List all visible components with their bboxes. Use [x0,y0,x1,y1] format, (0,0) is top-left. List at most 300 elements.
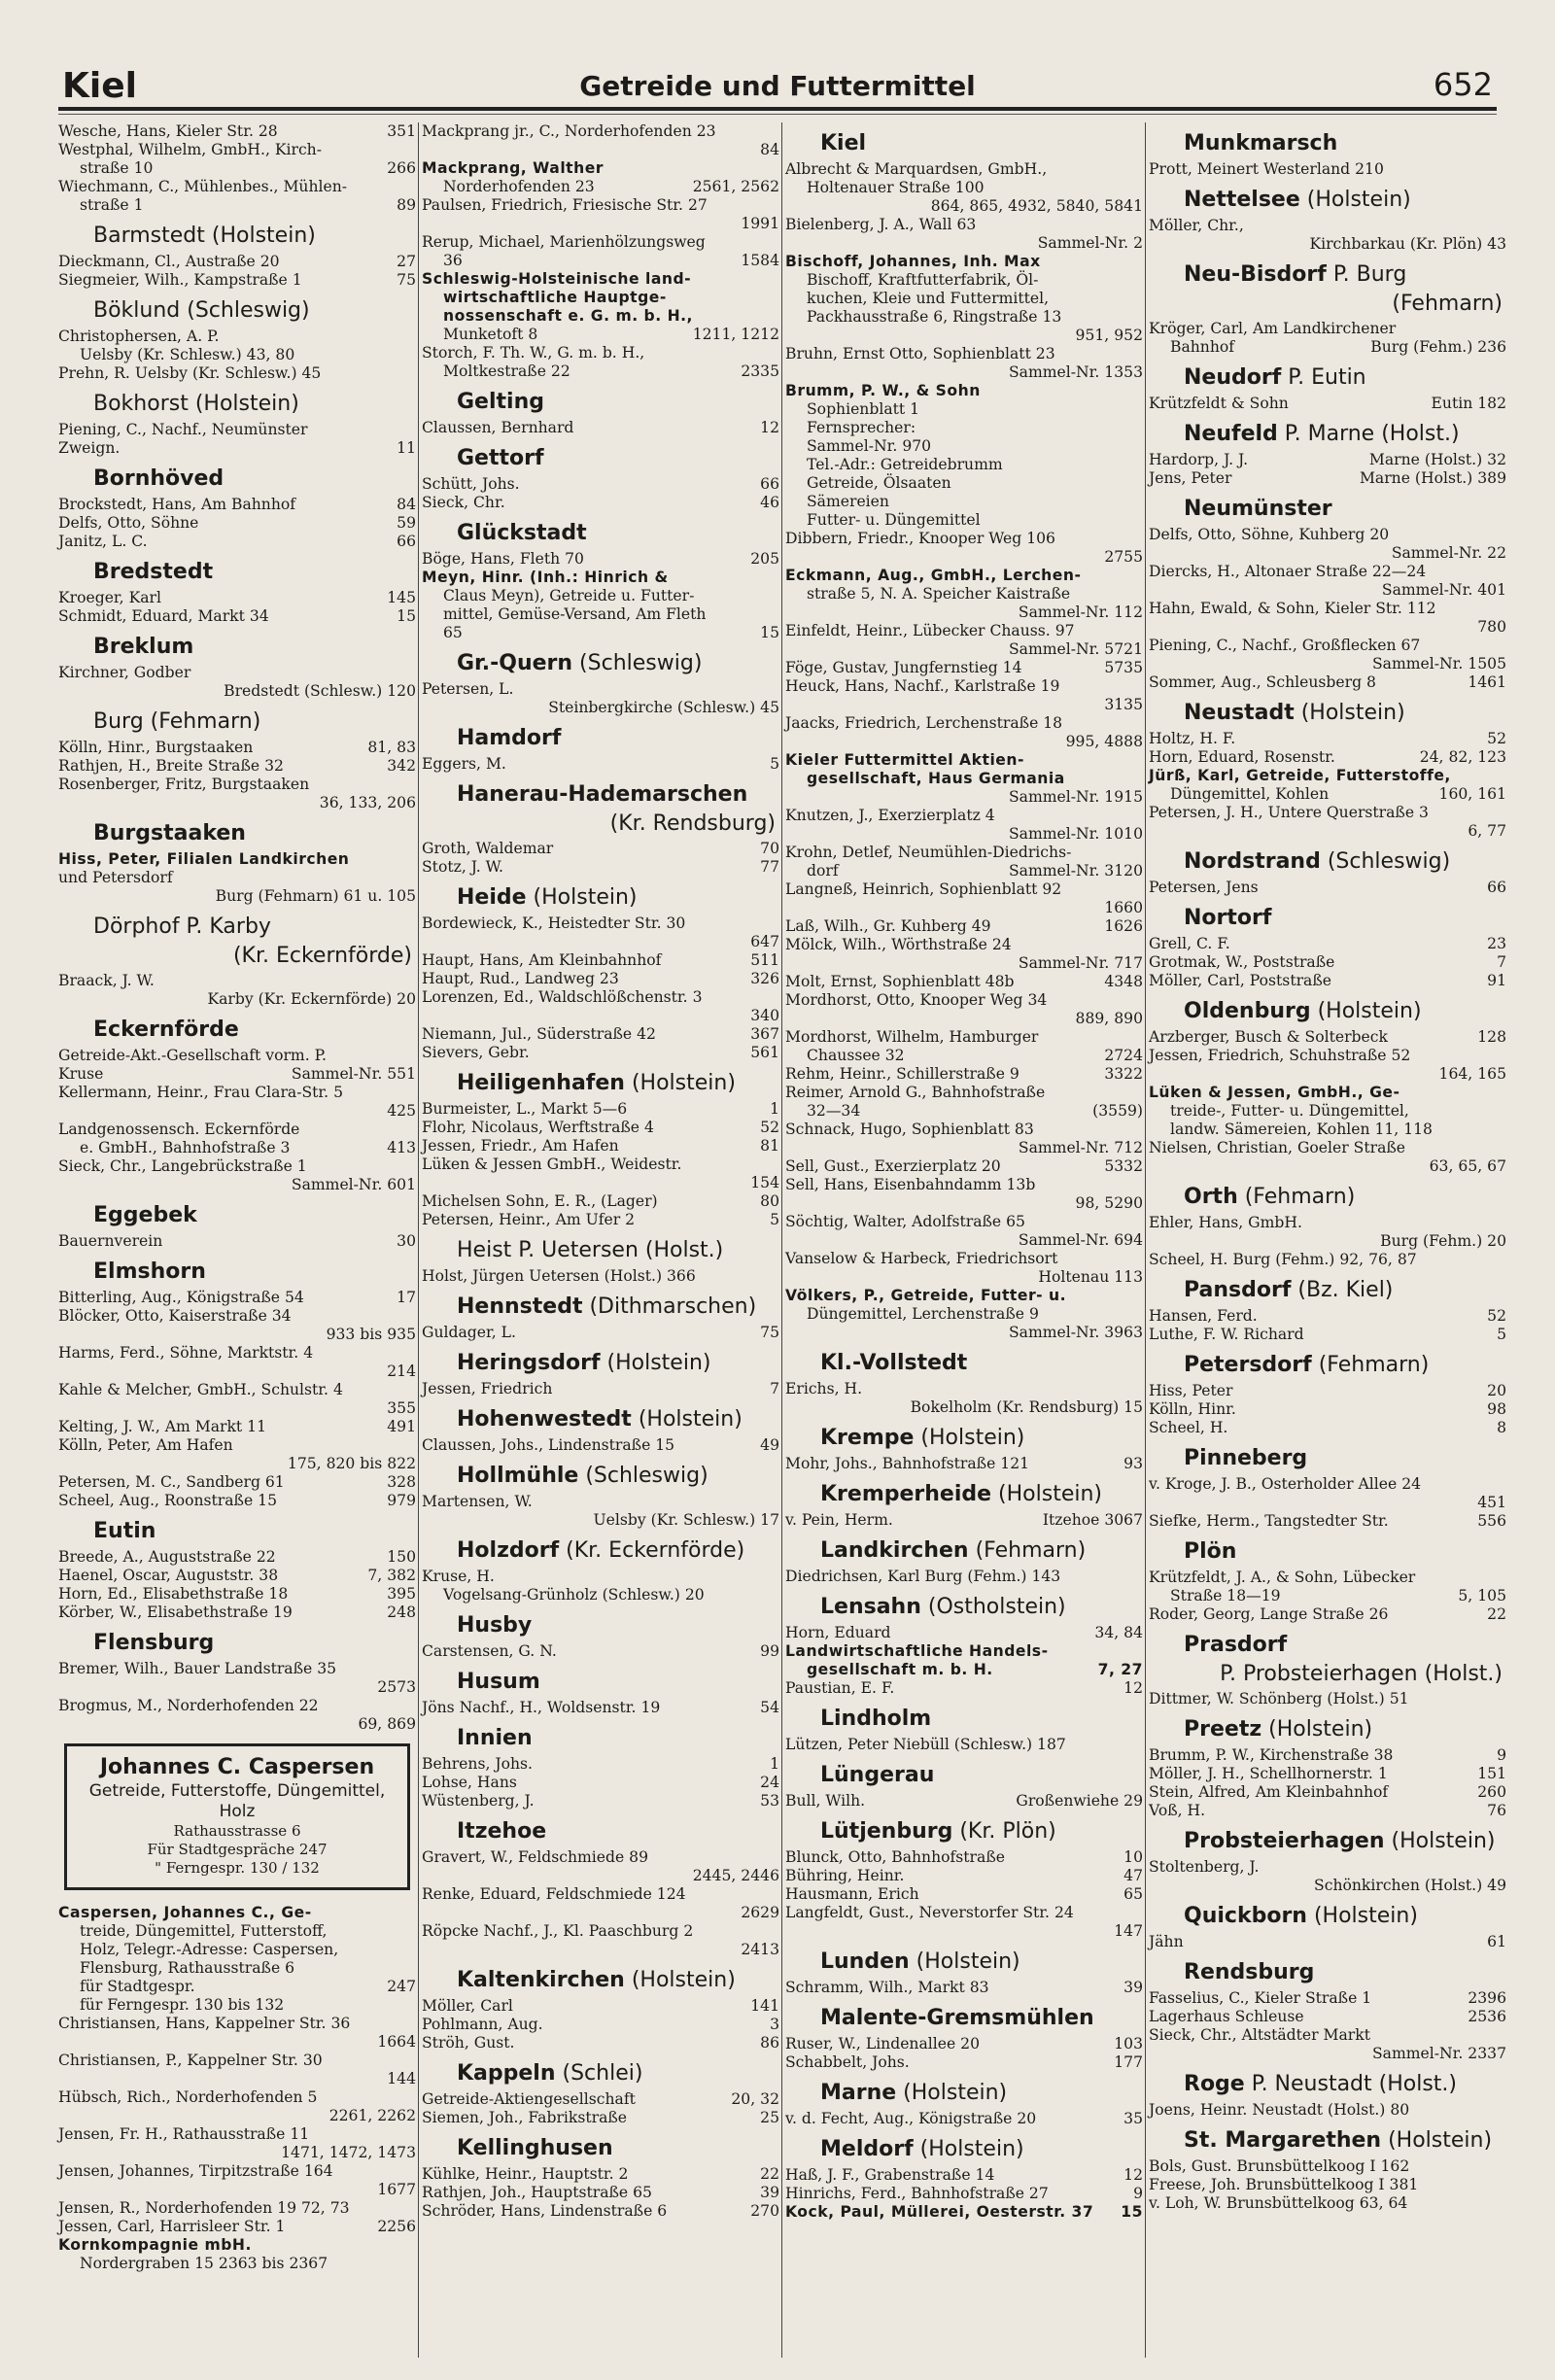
entry-text: Brogmus, M., Norderhofenden 22 [58,1697,319,1714]
entry-text: Krützfeldt & Sohn [1149,395,1289,412]
place-name: Nettelsee [1184,188,1300,212]
company-entry [1149,2157,1506,2176]
entry-text: Bull, Wilh. [785,1792,866,1810]
entry-text: Sammel-Nr. 5721 [1008,640,1143,658]
company-entry [422,2016,779,2034]
entry-text: Rerup, Michael, Marienhölzungsweg [422,233,706,251]
entry-text: Jaacks, Friedrich, Lerchenstraße 18 [785,714,1063,732]
place-region: (Holstein) [631,1407,743,1431]
company-entry [58,271,416,290]
company-entry [785,1121,1143,1139]
company-entry [1149,1858,1506,1877]
company-entry [422,233,779,252]
company-entry [58,141,416,159]
phone-number: 2536 [1468,2008,1506,2025]
company-entry [422,419,779,437]
place-heading [422,1237,779,1264]
place-name: St. Margarethen [1184,2128,1382,2153]
place-region: (Ostholstein) [920,1595,1066,1619]
phone-number: 7 [770,1380,779,1397]
entry-text: gesellschaft m. b. H. [807,1661,993,1678]
company-entry-bold [1149,1084,1506,1102]
company-entry [785,511,1143,530]
entry-text: Flensburg, Rathausstraße 6 [80,1959,295,1977]
company-entry [58,2125,416,2144]
company-entry [58,496,416,514]
company-entry [785,677,1143,696]
phone-number: 511 [750,951,779,969]
phone-number: 25 [760,2109,779,2126]
ad-products: Getreide, Futterstoffe, Düngemittel, Holz [88,1781,386,1821]
place-name: Husum [457,1670,540,1694]
company-entry [1149,785,1506,804]
company-entry [1149,1028,1506,1047]
company-entry [422,1267,779,1286]
company-entry [785,1213,1143,1231]
entry-text: Chaussee 32 [807,1047,905,1064]
company-entry [58,439,416,458]
company-entry [58,1455,416,1473]
company-entry [1149,160,1506,179]
place-name: Heist [457,1238,512,1262]
listing-columns [58,122,1506,2367]
place-heading [422,1537,779,1565]
phone-number: 491 [387,1418,416,1435]
entry-text: Völkers, P., Getreide, Futter- u. [785,1287,1067,1304]
phone-number: 86 [760,2034,779,2052]
entry-text: Dittmer, W. Schönberg (Holst.) 51 [1149,1690,1409,1707]
company-entry [1149,1251,1506,1269]
entry-text: Diercks, H., Altonaer Straße 22—24 [1149,563,1427,580]
company-entry [1149,235,1506,254]
entry-text: Düngemittel, Lerchenstraße 9 [807,1305,1039,1323]
entry-text: wirtschaftliche Hauptge- [443,289,667,306]
entry-text: Jessen, Carl, Harrisleer Str. 1 [58,2218,286,2235]
company-entry [422,475,779,494]
place-heading [422,445,779,472]
entry-text: 69, 869 [358,1715,416,1733]
company-entry [58,1102,416,1121]
company-entry [1149,1065,1506,1084]
entry-text: Westphal, Wilhelm, GmbH., Kirch- [58,141,322,158]
place-name: Kaltenkirchen [457,1968,625,1992]
company-entry [422,1568,779,1586]
place-heading [58,1518,416,1545]
phone-number: 35 [1123,2110,1143,2127]
entry-text: Piening, C., Nachf., Neumünster [58,421,308,438]
place-heading [1149,1828,1506,1855]
place-name: Neu-Bisdorf [1184,262,1327,287]
company-entry-bold [422,307,779,326]
entry-text: Wüstenberg, J. [422,1792,535,1810]
place-heading [58,708,416,736]
company-entry [422,1493,779,1511]
company-entry [1149,1989,1506,2008]
entry-text: Kirchbarkau (Kr. Plön) 43 [1309,235,1506,253]
entry-text: Rehm, Heinr., Schillerstraße 9 [785,1065,1019,1083]
phone-number: 61 [1487,1933,1506,1950]
company-entry [422,494,779,512]
phone-number: 413 [387,1139,416,1156]
company-entry [422,1025,779,1044]
entry-text: Söchtig, Walter, Adolfstraße 65 [785,1213,1025,1230]
ad-contact-line: " Ferngespr. 130 / 132 [155,1859,320,1877]
company-entry [785,363,1143,382]
company-entry [785,327,1143,345]
company-entry [58,2107,416,2125]
entry-text: Schröder, Hans, Lindenstraße 6 [422,2202,668,2220]
place-heading [1149,1277,1506,1304]
entry-text: Jähn [1149,1933,1184,1950]
entry-text: Getreide-Akt.-Gesellschaft vorm. P. [58,1047,327,1064]
company-entry [58,1362,416,1381]
company-entry [785,1568,1143,1586]
entry-text: Lohse, Hans [422,1774,517,1791]
header-rule-thin [58,114,1497,115]
place-heading [422,389,779,416]
entry-text: Tel.-Adr.: Getreidebrumm [807,456,1003,473]
place-region: (Holstein) [526,885,638,910]
company-entry [422,933,779,951]
company-entry [58,196,416,215]
company-entry [785,1028,1143,1047]
company-entry-bold [785,382,1143,400]
company-entry [1149,935,1506,953]
entry-text: Lagerhaus Schleuse [1149,2008,1304,2025]
company-entry [422,344,779,362]
entry-text: Möller, Carl [422,1997,513,2015]
phone-number: 99 [760,1642,779,1660]
company-entry [1149,338,1506,357]
company-entry [1149,2026,1506,2045]
entry-text: Krützfeldt, J. A., & Sohn, Lübecker [1149,1569,1416,1586]
company-entry [58,159,416,178]
company-entry [422,252,779,270]
place-name: Rendsburg [1184,1960,1315,1984]
entry-text: 164, 165 [1438,1065,1506,1083]
company-entry [785,640,1143,659]
phone-number: (3559) [1092,1102,1143,1120]
entry-text: 1677 [377,2181,416,2198]
company-entry [58,1585,416,1604]
entry-text: Hansen, Ferd. [1149,1307,1258,1325]
place-heading [58,820,416,847]
place-heading [422,781,779,809]
company-entry [58,514,416,533]
company-entry [785,788,1143,807]
company-entry [58,2255,416,2273]
company-entry [422,196,779,215]
company-entry [785,714,1143,733]
entry-text: Stoltenberg, J. [1149,1858,1260,1876]
entry-text: Braack, J. W. [58,972,155,989]
company-entry [1149,1382,1506,1400]
entry-text: Packhausstraße 6, Ringstraße 13 [807,308,1062,326]
entry-text: Kirchner, Godber [58,664,191,681]
place-region: (Dithmarschen) [582,1294,757,1319]
company-entry [422,970,779,988]
place-name: Glückstadt [457,521,587,545]
entry-text: v. Kroge, J. B., Osterholder Allee 24 [1149,1475,1422,1493]
entry-text: 36 [443,252,463,269]
place-name: Petersdorf [1184,1353,1312,1377]
entry-text: 154 [750,1174,779,1191]
phone-number: Sammel-Nr. 3120 [1008,862,1143,880]
entry-text: Burg (Fehmarn) 61 u. 105 [215,887,416,905]
company-entry [1149,1232,1506,1251]
place-name: Kappeln [457,2061,556,2086]
phone-number: 52 [1487,1307,1506,1325]
entry-text: Behrens, Johs. [422,1755,534,1773]
place-name: Heringsdorf [457,1351,601,1375]
entry-text: Martensen, W. [422,1493,533,1510]
place-name: Neufeld [1184,422,1278,446]
phone-number: Eutin 182 [1431,395,1506,412]
entry-text: Lützen, Peter Niebüll (Schlesw.) 187 [785,1736,1066,1753]
entry-text: Luthe, F. W. Richard [1149,1326,1304,1343]
company-entry [58,1492,416,1510]
entry-text: 864, 865, 4932, 5840, 5841 [930,197,1143,215]
company-entry-bold [422,159,779,178]
entry-text: Böge, Hans, Fleth 70 [422,550,584,568]
company-entry [422,1586,779,1604]
entry-text: Brumm, P. W., Kirchenstraße 38 [1149,1746,1394,1764]
place-region: (Holstein) [624,1071,736,1095]
entry-text: Michelsen Sohn, E. R., (Lager) [422,1192,658,1210]
entry-text: Mackprang jr., C., Norderhofenden 23 [422,122,716,140]
company-entry [58,1678,416,1697]
place-name: Lunden [820,1949,910,1974]
entry-text: Sell, Hans, Eisenbahndamm 13b [785,1176,1036,1193]
entry-text: Haß, J. F., Grabenstraße 14 [785,2166,995,2184]
place-heading [58,1630,416,1657]
place-name: Kremperheide [820,1482,992,1506]
entry-text: 1471, 1472, 1473 [281,2144,416,2161]
company-entry [1149,1214,1506,1232]
company-entry [422,605,779,624]
company-entry [58,1436,416,1455]
company-entry [1149,1512,1506,1531]
entry-text: Burmeister, L., Markt 5—6 [422,1100,628,1118]
phone-number: 80 [760,1192,779,1210]
company-entry [58,1157,416,1176]
phone-number: 128 [1477,1028,1506,1046]
entry-text: Sell, Gust., Exerzierplatz 20 [785,1157,1001,1175]
phone-number: 4348 [1104,973,1143,990]
entry-text: Paulsen, Friedrich, Friesische Str. 27 [422,196,708,214]
company-entry [422,1044,779,1062]
entry-text: 355 [387,1399,416,1417]
entry-text: treide, Düngemittel, Futterstoff, [80,1922,328,1940]
entry-text: Hahn, Ewald, & Sohn, Kieler Str. 112 [1149,600,1436,617]
company-entry [58,1065,416,1084]
phone-number: 5332 [1104,1157,1143,1175]
entry-text: Hiss, Peter, Filialen Landkirchen [58,850,350,868]
company-entry [58,2199,416,2218]
place-region: (Holstein) [909,1949,1020,1974]
company-entry [422,699,779,717]
entry-text: Kelting, J. W., Am Markt 11 [58,1418,267,1435]
company-entry [422,1436,779,1455]
phone-number: 20 [1487,1382,1506,1399]
place-heading [785,130,1143,157]
company-entry [785,917,1143,936]
entry-text: Föge, Gustav, Jungfernstieg 14 [785,659,1022,676]
entry-text: 995, 4888 [1065,733,1143,750]
place-heading [785,2005,1143,2032]
phone-number: 328 [387,1473,416,1491]
company-entry [1149,217,1506,235]
entry-text: Stotz, J. W. [422,858,503,876]
phone-number: 5 [770,755,779,773]
company-entry [1149,1746,1506,1765]
place-heading-continued: (Kr. Rendsburg) [609,811,776,836]
company-entry [58,1399,416,1418]
entry-text: Freese, Joh. Brunsbüttelkoog I 381 [1149,2176,1419,2193]
place-region: (Kr. Eckernförde) [559,1538,745,1563]
place-heading [1149,2071,1506,2098]
entry-text: Munketoft 8 [443,326,538,343]
phone-number: 11 [397,439,416,457]
place-name: Pinneberg [1184,1446,1308,1470]
company-entry [58,1922,416,1941]
entry-text: Jürß, Karl, Getreide, Futterstoffe, [1149,767,1451,784]
company-entry [58,757,416,776]
place-heading [58,1202,416,1229]
company-entry [58,1473,416,1492]
place-heading [785,1425,1143,1452]
company-entry [785,1792,1143,1811]
place-heading [785,2136,1143,2163]
company-entry [58,2033,416,2052]
entry-text: 2629 [741,1904,779,1921]
company-entry [422,1511,779,1530]
company-entry [58,2162,416,2181]
company-entry [422,1699,779,1717]
place-name: Landkirchen [820,1538,969,1563]
entry-text: Haupt, Hans, Am Kleinbahnhof [422,951,662,969]
place-name: Breklum [93,635,194,659]
entry-text: Breede, A., Auguststraße 22 [58,1548,276,1566]
entry-text: Sammel-Nr. 1010 [1008,825,1143,843]
entry-text: Sommer, Aug., Schleusberg 8 [1149,673,1376,691]
entry-text: Straße 18—19 [1170,1587,1281,1604]
place-name: Probsteierhagen [1184,1829,1385,1853]
company-entry [1149,972,1506,990]
company-entry [58,2088,416,2107]
company-entry [1149,526,1506,544]
entry-text: Sievers, Gebr. [422,1044,530,1061]
entry-text: Uelsby (Kr. Schlesw.) 17 [593,1511,779,1529]
place-name: Malente-Gremsmühlen [820,2006,1094,2030]
company-entry [785,1231,1143,1250]
company-entry [58,990,416,1009]
entry-text: Bredstedt (Schlesw.) 120 [224,682,416,700]
company-entry [422,1867,779,1885]
company-entry [58,794,416,812]
phone-number: 59 [397,514,416,532]
entry-text: Blunck, Otto, Bahnhofstraße [785,1848,1005,1866]
entry-text: 65 [443,624,463,641]
company-entry [422,1324,779,1342]
company-entry [785,1010,1143,1028]
place-heading-continued: P. Probsteierhagen (Holst.) [1220,1662,1503,1686]
place-name: Hanerau-Hademarschen [457,782,748,807]
company-entry [785,880,1143,899]
entry-text: 144 [387,2070,416,2087]
entry-text: für Stadtgespr. [80,1978,195,1995]
company-entry [785,1250,1143,1268]
phone-number: 54 [760,1699,779,1716]
entry-text: Kühlke, Heinr., Hauptstr. 2 [422,2165,629,2183]
phone-number: 39 [1123,1979,1143,1996]
place-heading [422,2060,779,2087]
place-heading [422,1725,779,1752]
entry-text: Siefke, Herm., Tangstedter Str. [1149,1512,1389,1530]
place-heading [422,650,779,677]
company-entry [1149,451,1506,469]
company-entry [422,122,779,141]
entry-text: Prott, Meinert Westerland 210 [1149,160,1384,178]
company-entry [785,234,1143,253]
company-entry [1149,563,1506,581]
entry-text: Kellermann, Heinr., Frau Clara-Str. 5 [58,1084,343,1101]
place-name: Burg [93,709,144,734]
phone-number: 91 [1487,972,1506,989]
entry-text: Sammel-Nr. 1353 [1008,363,1143,381]
place-region: (Fehmarn) [143,709,261,734]
entry-text: Petersen, L. [422,680,514,698]
place-heading [58,297,416,325]
phone-number: 47 [1123,1867,1143,1884]
entry-text: Mohr, Johs., Bahnhofstraße 121 [785,1455,1030,1472]
place-heading [1149,905,1506,932]
entry-text: 6, 77 [1468,822,1506,840]
place-heading [58,223,416,250]
entry-text: 2755 [1104,548,1143,566]
entry-text: Delfs, Otto, Söhne, Kuhberg 20 [1149,526,1390,543]
phone-number: 27 [397,253,416,270]
company-entry [785,1268,1143,1287]
company-entry [58,253,416,271]
entry-text: Stein, Alfred, Am Kleinbahnhof [1149,1783,1389,1801]
place-region: (Holstein) [1381,2128,1493,2153]
phone-number: 260 [1477,1783,1506,1801]
company-entry [422,1156,779,1174]
company-entry [785,548,1143,567]
place-heading [422,1463,779,1490]
phone-number: 326 [750,970,779,987]
company-entry [785,271,1143,290]
entry-text: Landgenossensch. Eckernförde [58,1121,300,1138]
phone-number: 2396 [1468,1989,1506,2007]
entry-text: Blöcker, Otto, Kaiserstraße 34 [58,1307,292,1325]
company-entry [785,456,1143,474]
place-heading [785,1949,1143,1976]
phone-number: 75 [760,1324,779,1341]
entry-text: Röpcke Nachf., J., Kl. Paaschburg 2 [422,1922,694,1940]
entry-text: 1991 [741,215,779,232]
phone-number: 141 [750,1997,779,2015]
entry-text: Fasselius, C., Kieler Straße 1 [1149,1989,1372,2007]
company-entry [422,1211,779,1229]
company-entry [422,1137,779,1156]
header-section-title: Getreide und Futtermittel [579,70,976,102]
entry-text: Bitterling, Aug., Königstraße 54 [58,1289,304,1306]
phone-number: 17 [397,1289,416,1306]
phone-number: 5, 105 [1458,1587,1506,1604]
entry-text: Rathjen, Joh., Hauptstraße 65 [422,2184,652,2201]
